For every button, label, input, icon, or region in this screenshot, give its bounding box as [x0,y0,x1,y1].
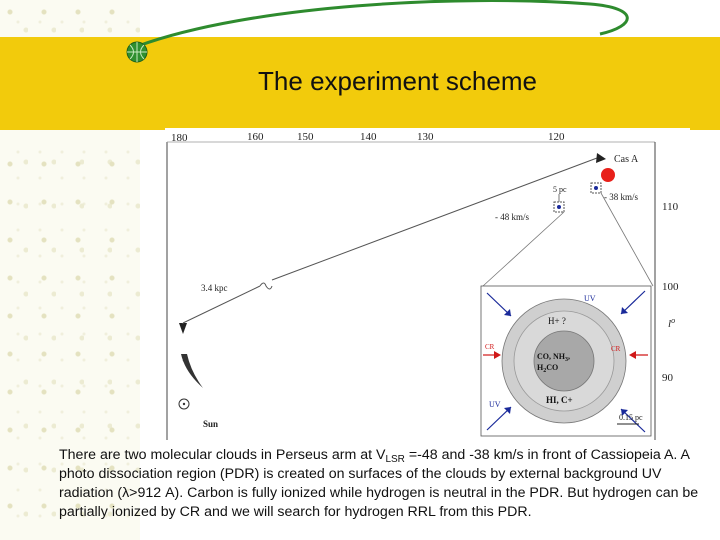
green-swoosh [138,1,627,46]
top-tick-180: 180 [171,132,188,144]
hplus-label: H+ ? [548,316,566,326]
right-tick-110: 110 [662,201,679,213]
top-tick-140: 140 [360,131,377,143]
arrow-right-icon [596,153,606,163]
distance-label: 3.4 kpc [201,283,228,293]
top-tick-130: 130 [417,131,434,143]
slide-title: The experiment scheme [258,66,537,96]
cas-a-source [601,168,615,182]
molecular-core [534,331,594,391]
outer-shell-label: HI, C+ [546,395,573,405]
core-species-line1: CO, $NH_3$, [537,352,570,363]
inset-scale-label: 0.15 pc [619,413,643,422]
description-paragraph: There are two molecular clouds in Perseus arm at $V_{LSR} =-48$ and -38 km/s in front of Cassiopeia A. A photo dissociation region (PDR) is created on surfaces of the clouds by external background UV radiation (λ>912 A). Carbon is fully ionized while hydrogen is neutral in the PDR. But hydrogen can be partially ionized by CR and we will search for hydrogen RRL from this PDR. [59,447,699,520]
near-cloud-velocity: - 48 km/s [495,212,530,222]
line-break-mark [260,283,272,289]
right-tick-90: 90 [662,372,673,384]
telescope-dish-icon [181,354,203,388]
far-cloud [594,186,598,190]
right-tick-100: 100 [662,281,679,293]
top-tick-120: 120 [548,131,565,143]
experiment-scheme-diagram [165,128,690,440]
green-globe-icon [127,42,147,62]
cas-a-label: Cas A [614,154,639,165]
sun-label: Sun [203,419,219,429]
top-tick-160: 160 [247,131,264,143]
right-axis-label: $l^o$ [668,316,676,330]
uv-label-bottom: UV [489,400,501,409]
cloud-inset [481,286,651,436]
cr-label-left: CR [485,343,495,351]
uv-label-top: UV [584,294,596,303]
near-cloud [557,205,561,209]
scale-5pc-label: 5 pc [553,185,567,194]
core-species-line2: $H_2CO$ [537,363,559,374]
cr-label-right: CR [611,345,621,353]
far-cloud-velocity: - 38 km/s [604,192,639,202]
arrow-down-icon [179,323,187,334]
top-tick-150: 150 [297,131,314,143]
